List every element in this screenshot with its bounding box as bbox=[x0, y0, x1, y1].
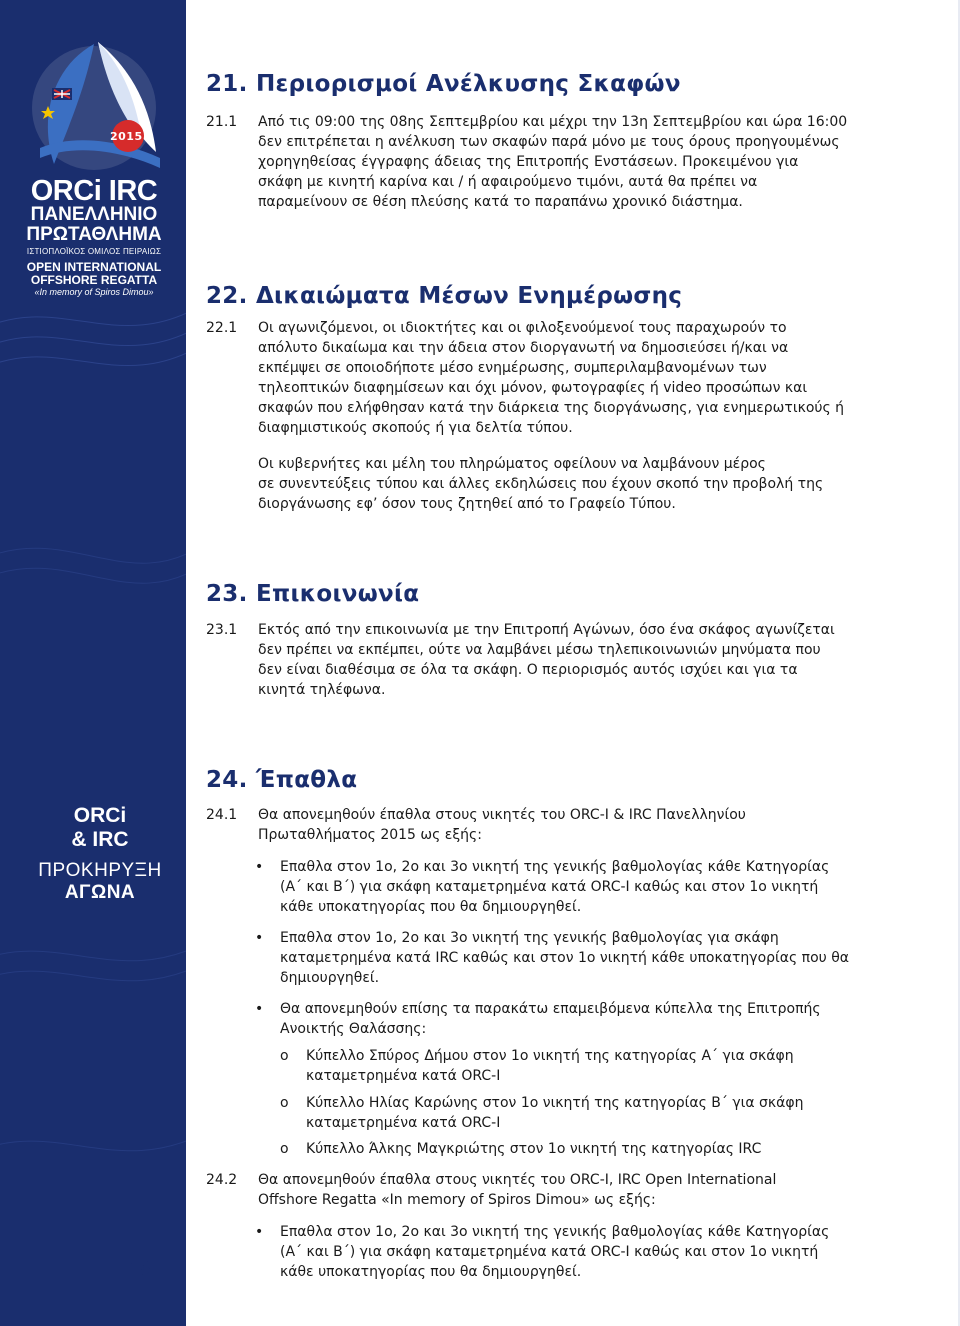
clause-24-2-intro bbox=[258, 1170, 898, 1210]
logo-offshore-regatta: OFFSHORE REGATTA bbox=[30, 273, 158, 287]
text-line: χορηγηθείσας έγγραφης άδειας της Επιτροπής Ενστάσεων. Προκειμένου για bbox=[258, 154, 799, 170]
section-21-title: 21. Περιορισμοί Ανέλκυσης Σκαφών bbox=[206, 71, 681, 97]
sidebar-irc: & IRC bbox=[71, 828, 129, 851]
sub-list-item bbox=[306, 1046, 906, 1086]
list-item bbox=[280, 1222, 900, 1282]
text-line: τηλεοπτικών διαφημίσεων και όχι μόνον, φωτογραφίες ή video προσώπων και bbox=[258, 380, 808, 396]
text-line: εκπέμψει σε οποιοδήποτε μέσο ενημέρωσης, συμπεριλαμβανομένων των bbox=[258, 360, 767, 376]
sidebar-orc: ORCi bbox=[73, 804, 127, 827]
logo-panellinio: ΠΑΝΕΛΛΗΝΙΟ bbox=[30, 204, 158, 225]
text-line: διοργάνωσης εφ’ όσον τους ζητηθεί από το Γραφείο Τύπου. bbox=[258, 496, 676, 512]
text-line: Εκτός από την επικοινωνία με την Επιτροπή Αγώνων, όσο ένα σκάφος αγωνίζεται bbox=[258, 622, 835, 638]
sub-bullet-icon: o bbox=[280, 1095, 289, 1111]
text-line: δεν επιτρέπεται η ανέλκυση των σκαφών παρά μόνο με τους όρους προηγουμένως bbox=[258, 134, 840, 150]
text-line: Από τις 09:00 της 08ης Σεπτεμβρίου και μέχρι την 13η Σεπτεμβρίου και ώρα 16:00 bbox=[258, 114, 848, 130]
list-item bbox=[280, 928, 900, 988]
sail-emblem-icon bbox=[24, 36, 164, 186]
text-line: Κύπελλο Σπύρος Δήμου στον 1ο νικητή της κατηγορίας Α΄ για σκάφη bbox=[306, 1048, 794, 1064]
text-line: (Α΄ και Β΄) για σκάφη καταμετρημένα κατά ORC-I καθώς και στον 1ο νικητή bbox=[280, 1244, 819, 1260]
text-line: κάθε υποκατηγορίας που θα δημιουργηθεί. bbox=[280, 1264, 582, 1280]
text-line: Επαθλα στον 1ο, 2ο και 3ο νικητή της γενικής βαθμολογίας κάθε Κατηγορίας bbox=[280, 859, 830, 875]
logo-protathlima: ΠΡΩΤΑΘΛΗΜΑ bbox=[26, 224, 162, 245]
text-line: Επαθλα στον 1ο, 2ο και 3ο νικητή της γενικής βαθμολογίας για σκάφη bbox=[280, 930, 779, 946]
text-line: παραμείνουν σε θέση πλεύσης κατά το παραπάνω χρονικό διάστημα. bbox=[258, 194, 743, 210]
text-line: κάθε υποκατηγορίας που θα δημιουργηθεί. bbox=[280, 899, 582, 915]
sidebar-prokiryxi: ΠΡΟΚΗΡΥΞΗ bbox=[38, 860, 162, 881]
text-line: σε συνεντεύξεις τύπου και άλλες εκδηλώσεις που έχουν σκοπό την προβολή της bbox=[258, 476, 824, 492]
text-line: Ανοικτής Θαλάσσης: bbox=[280, 1021, 427, 1037]
clause-24-1-intro bbox=[258, 805, 898, 845]
sub-list-item bbox=[306, 1093, 906, 1133]
text-line: Θα απονεμηθούν επίσης τα παρακάτω επαμειβόμενα κύπελλα της Επιτροπής bbox=[280, 1001, 821, 1017]
clause-22-1-text bbox=[258, 318, 898, 438]
logo-orc-irc: ORCi IRC bbox=[30, 175, 158, 207]
bullet-icon: • bbox=[255, 859, 264, 875]
text-line: Πρωταθλήματος 2015 ως εξής: bbox=[258, 827, 482, 843]
logo-year: 2015 bbox=[110, 130, 143, 143]
list-item bbox=[280, 999, 900, 1039]
text-line: Επαθλα στον 1ο, 2ο και 3ο νικητή της γενικής βαθμολογίας κάθε Κατηγορίας bbox=[280, 1224, 830, 1240]
clause-24-1-number: 24.1 bbox=[206, 807, 238, 823]
bullet-icon: • bbox=[255, 1001, 264, 1017]
sidebar-agona: ΑΓΩΝΑ bbox=[64, 882, 136, 903]
sub-list-item bbox=[306, 1139, 906, 1159]
clause-23-1-text bbox=[258, 620, 898, 700]
text-line: σκάφη με κινητή καρίνα και / ή αφαιρούμενο τιμόνι, αυτά θα πρέπει να bbox=[258, 174, 758, 190]
text-line: (Α΄ και Β΄) για σκάφη καταμετρημένα κατά ORC-I καθώς και στον 1ο νικητή bbox=[280, 879, 819, 895]
clause-22-1-paragraph-2 bbox=[258, 454, 898, 514]
text-line: Οι αγωνιζόμενοι, οι ιδιοκτήτες και οι φιλοξενούμενοί τους παραχωρούν το bbox=[258, 320, 787, 336]
text-line: Οι κυβερνήτες και μέλη του πληρώματος οφείλουν να λαμβάνουν μέρος bbox=[258, 456, 766, 472]
text-line: σκαφών που ελήφθησαν κατά την διάρκεια της διοργάνωσης, για ενημερωτικούς ή bbox=[258, 400, 845, 416]
clause-21-1-number: 21.1 bbox=[206, 114, 238, 130]
text-line: Θα απονεμηθούν έπαθλα στους νικητές του ORC-I & IRC Πανελληνίου bbox=[258, 807, 746, 823]
text-line: καταμετρημένα κατά ORC-I bbox=[306, 1068, 501, 1084]
bullet-icon: • bbox=[255, 930, 264, 946]
sidebar bbox=[0, 0, 186, 1326]
text-line: Κύπελλο Άλκης Μαγκριώτης στον 1ο νικητή της κατηγορίας IRC bbox=[306, 1141, 762, 1157]
championship-logo bbox=[24, 36, 164, 304]
bullet-icon: • bbox=[255, 1224, 264, 1240]
section-23-title: 23. Επικοινωνία bbox=[206, 581, 420, 607]
clause-22-1-number: 22.1 bbox=[206, 320, 238, 336]
logo-open-international: OPEN INTERNATIONAL bbox=[26, 260, 162, 274]
clause-23-1-number: 23.1 bbox=[206, 622, 238, 638]
text-line: απόλυτο δικαίωμα και την άδεια στον διοργανωτή να δημοσιεύσει ή/και να bbox=[258, 340, 789, 356]
text-line: δημιουργηθεί. bbox=[280, 970, 380, 986]
text-line: δεν είναι διαθέσιμα σε όλα τα σκάφη. Ο περιορισμός αυτός ισχύει και για τα bbox=[258, 662, 798, 678]
page-number-underline bbox=[100, 1280, 152, 1282]
section-24-title: 24. Έπαθλα bbox=[206, 767, 358, 793]
text-line: καταμετρημένα κατά IRC καθώς και στον 1ο νικητή κάθε υποκατηγορίας που θα bbox=[280, 950, 849, 966]
text-line: καταμετρημένα κατά ORC-I bbox=[306, 1115, 501, 1131]
sub-bullet-icon: o bbox=[280, 1048, 289, 1064]
text-line: δεν πρέπει να εκπέμπει, ούτε να λαμβάνει μέσω τηλεπικοινωνιών μηνύματα που bbox=[258, 642, 821, 658]
text-line: Κύπελλο Ηλίας Καρώνης στον 1ο νικητή της κατηγορίας Β΄ για σκάφη bbox=[306, 1095, 804, 1111]
sub-bullet-icon: o bbox=[280, 1141, 289, 1157]
text-line: Offshore Regatta «In memory of Spiros Dimou» ως εξής: bbox=[258, 1192, 656, 1208]
page-number: 18 bbox=[127, 1258, 152, 1280]
list-item bbox=[280, 857, 900, 917]
text-line: κινητά τηλέφωνα. bbox=[258, 682, 386, 698]
logo-in-memory: «In memory of Spiros Dimou» bbox=[34, 287, 154, 297]
text-line: Θα απονεμηθούν έπαθλα στους νικητές του ORC-I, IRC Open International bbox=[258, 1172, 777, 1188]
logo-club: ΙΣΤΙΟΠΛΟΪΚΟΣ ΟΜΙΛΟΣ ΠΕΙΡΑΙΩΣ bbox=[26, 247, 162, 256]
section-22-title: 22. Δικαιώματα Μέσων Ενημέρωσης bbox=[206, 283, 683, 309]
clause-24-2-number: 24.2 bbox=[206, 1172, 238, 1188]
clause-21-1-text bbox=[258, 112, 898, 212]
text-line: διαφημιστικούς σκοπούς ή για δελτία τύπου. bbox=[258, 420, 573, 436]
